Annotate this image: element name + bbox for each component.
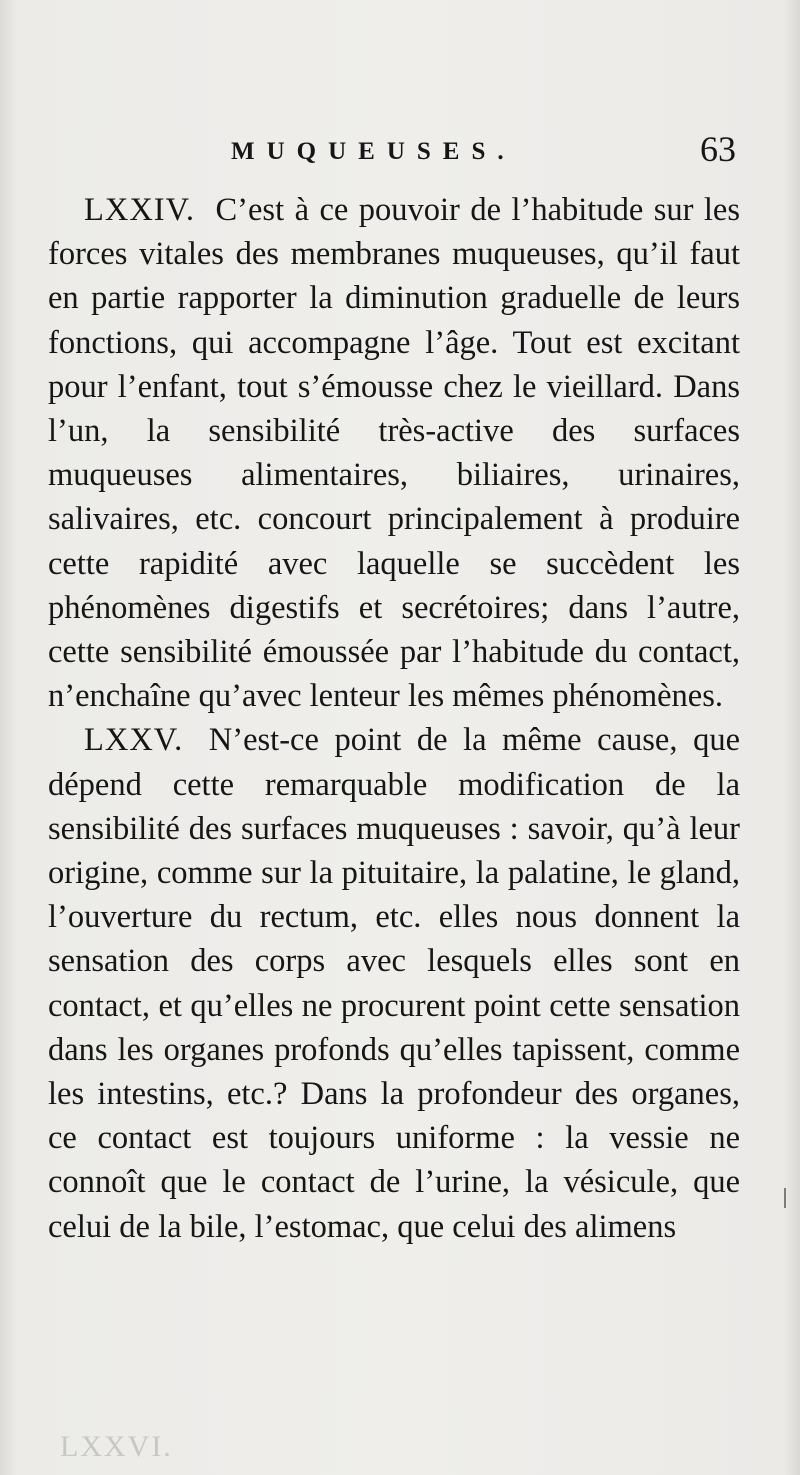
running-title: MUQUEUSES. bbox=[231, 138, 516, 165]
bleed-through-text: LXXVI. bbox=[60, 1430, 173, 1463]
paragraph-text: C’est à ce pouvoir de l’habitude sur les forces vitales des membranes muqueuses, qu’il faut en partie rapporter la diminution graduelle de leurs fonctions, qui accompagne l’âge. Tout est excitant pour l’enfant, tout s’émousse chez le vieillard. Dans l’un, la sensibilité très-active des surfaces muqueuses alimentaires, biliaires, urinaires, salivaires, etc. concourt principalement à produire cette rapidité avec laquelle se succèdent les phénomènes digestifs et secrétoires; dans l’autre, cette sensibilité émoussée par l’habitude du contact, n’enchaîne qu’avec lenteur les mêmes phénomènes. bbox=[48, 192, 740, 715]
page-number: 63 bbox=[700, 129, 736, 169]
paragraph-number: LXXIV. bbox=[84, 192, 196, 228]
margin-mark bbox=[784, 1188, 786, 1208]
paragraph-number: LXXV. bbox=[84, 722, 184, 759]
paragraph-lxxv bbox=[48, 718, 740, 1248]
paragraph-lxxiv bbox=[48, 188, 740, 718]
paragraph-text: N’est-ce point de la même cause, que dépend cette remarquable modification de la sensibilité des surfaces muqueuses : savoir, qu’à leur origine, comme sur la pituitaire, la palatine, le gland, l’ouverture du rectum, etc. elles nous donnent la sensation des corps avec lesquels elles sont en contact, et qu’elles ne procurent point cette sensation dans les organes profonds qu’elles tapissent, comme les intestins, etc.? Dans la profondeur des organes, ce contact est toujours uniforme : la vessie ne connoît que le contact de l’urine, la vésicule, que celui de la bile, l’estomac, que celui des alimens bbox=[48, 722, 740, 1245]
body-text bbox=[48, 188, 740, 1249]
page-header bbox=[46, 128, 736, 178]
